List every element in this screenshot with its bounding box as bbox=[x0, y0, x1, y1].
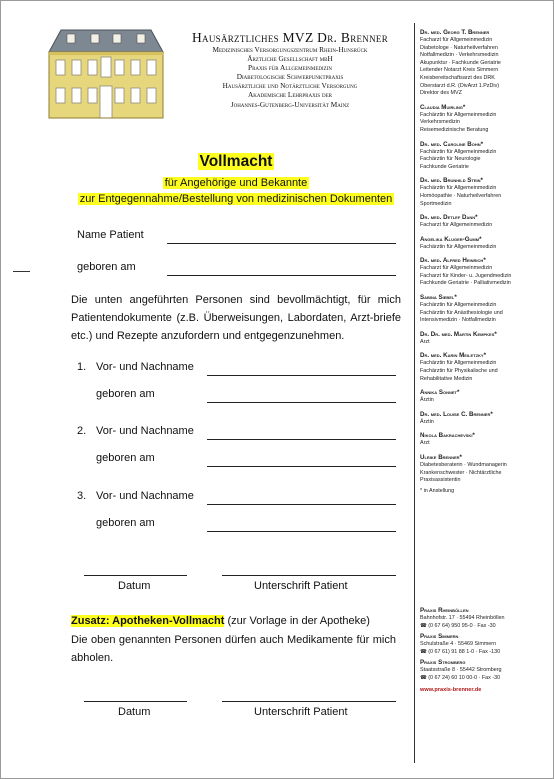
doctor-qualification: Praxisassistentin bbox=[420, 477, 461, 484]
doctor-entry bbox=[420, 432, 548, 448]
doctor-qualification: Facharzt für Allgemeinmedizin bbox=[420, 37, 493, 43]
practice-location bbox=[420, 633, 550, 656]
doctor-entry bbox=[420, 294, 548, 325]
signature-field[interactable] bbox=[222, 575, 396, 576]
organization-subline: Ärztliche Gesellschaft mbH bbox=[247, 54, 333, 64]
practice-address: Staatsstraße 8 · 55442 Stromberg bbox=[420, 667, 502, 674]
doctor-entry bbox=[420, 411, 548, 427]
doctor-list bbox=[420, 29, 548, 495]
practice-address: Schulstraße 4 · 55469 Simmern bbox=[420, 641, 497, 648]
signature-label: Unterschrift Patient bbox=[254, 580, 348, 592]
doctor-qualification: Krankenschwester · Nichtärztliche bbox=[420, 469, 502, 476]
doctor-qualification: Fachärztin für Allgemeinmedizin bbox=[420, 302, 497, 309]
organization-header bbox=[179, 30, 401, 109]
person-birthdate-field[interactable] bbox=[207, 466, 396, 467]
organization-subline: Praxis für Allgemeinmedizin bbox=[248, 63, 332, 73]
date-field[interactable] bbox=[84, 701, 187, 702]
doctor-qualification: Rehabilitative Medizin bbox=[420, 375, 473, 382]
doctor-qualification: Ärztin bbox=[420, 418, 434, 425]
organization-subline: Hausärztliche und Notärztliche Versorgung bbox=[222, 81, 358, 91]
doctor-entry bbox=[420, 236, 548, 252]
doctor-qualification: Facharzt für Allgemeinmedizin bbox=[420, 222, 493, 229]
patient-name-label: Name Patient bbox=[77, 229, 144, 241]
doctor-qualification: Fachkunde Geriatrie bbox=[420, 163, 469, 170]
doctor-qualification: Diabetesberaterin · Wundmanagerin bbox=[420, 462, 507, 468]
sidebar-divider bbox=[414, 23, 415, 763]
doctor-name: Annika Sonnet* bbox=[420, 389, 460, 397]
doctor-name: Claudia Muirling* bbox=[420, 103, 466, 111]
doctor-entry bbox=[420, 257, 548, 288]
doctor-name: Sabina Siebel* bbox=[420, 294, 457, 302]
practice-phone: ☎ (0 67 64) 950 95-0 · Fax -30 bbox=[420, 622, 496, 629]
addendum-text: Die oben genannten Personen dürfen auch Medikamente für mich abholen. bbox=[71, 634, 396, 664]
organization-subline: Diabetologische Schwerpunktpraxis bbox=[236, 72, 344, 82]
date-label: Datum bbox=[118, 706, 151, 718]
doctor-name: Dr. med. Alfred Heinrich* bbox=[420, 257, 486, 265]
doctor-name: Dr. med. Detlef Dann* bbox=[420, 214, 478, 222]
doctor-qualification: Reisemedizinische Beratung bbox=[420, 126, 489, 133]
doctor-entry bbox=[420, 104, 548, 135]
practice-location bbox=[420, 607, 550, 630]
signature-label: Unterschrift Patient bbox=[254, 706, 348, 718]
doctor-entry bbox=[420, 454, 548, 485]
organization-subline: Medizinisches Versorgungszentrum Rhein-Hunsrück bbox=[212, 45, 368, 54]
doctor-qualification: Arzt bbox=[420, 338, 430, 345]
person-birthdate-label: geboren am bbox=[96, 388, 155, 400]
doctor-entry bbox=[420, 214, 548, 230]
person-birthdate-label: geboren am bbox=[96, 452, 155, 464]
doctor-qualification: Arzt bbox=[420, 440, 430, 447]
practice-name: Praxis Simmern bbox=[420, 633, 459, 641]
person-name-label: Vor- und Nachname bbox=[96, 425, 194, 437]
patient-name-field[interactable] bbox=[167, 243, 396, 244]
doctor-entry bbox=[420, 352, 548, 383]
doctor-name: Ulrike Brenner* bbox=[420, 454, 462, 461]
person-number: 3. bbox=[77, 490, 87, 502]
practice-locations bbox=[420, 607, 550, 694]
person-birthdate-field[interactable] bbox=[207, 531, 396, 532]
doctor-qualification: Homöopathie · Naturheilverfahren bbox=[420, 192, 502, 199]
doctor-qualification: Leitender Notarzt Kreis Simmern bbox=[420, 67, 499, 74]
practice-name: Praxis Stromberg bbox=[420, 659, 466, 667]
person-name-field[interactable] bbox=[207, 439, 396, 440]
doctor-qualification: Fachärztin für Allgemeinmedizin bbox=[420, 360, 497, 367]
patient-birthdate-field[interactable] bbox=[167, 275, 396, 276]
patient-birthdate-label: geboren am bbox=[77, 261, 136, 273]
person-name-label: Vor- und Nachname bbox=[96, 361, 194, 373]
doctor-qualification: Akupunktur · Fachkunde Geriatrie bbox=[420, 59, 501, 66]
doctor-name: Nikola Bakrachevski* bbox=[420, 432, 475, 440]
doctor-qualification: Verkehrsmedizin bbox=[420, 119, 460, 126]
practice-phone: ☎ (0 67 24) 60 10 00-0 · Fax -30 bbox=[420, 674, 501, 681]
building-logo bbox=[47, 28, 165, 120]
doctor-qualification: Fachärztin für Physikalische und bbox=[420, 368, 498, 375]
doctor-qualification: Fachärztin für Allgemeinmedizin bbox=[420, 111, 497, 118]
doctor-qualification: Direktor des MVZ bbox=[420, 90, 462, 97]
doctor-qualification: Sportmedizin bbox=[420, 200, 452, 207]
addendum-heading: Zusatz: Apotheken-Vollmacht (zur Vorlage in der Apotheke) bbox=[71, 615, 370, 627]
doctor-name: Angelika Kluger-Gumm* bbox=[420, 235, 482, 243]
organization-subline: Akademische Lehrpraxis der bbox=[248, 90, 332, 100]
doctor-qualification: Ärztin bbox=[420, 397, 434, 404]
website-link[interactable]: www.praxis-brenner.de bbox=[420, 686, 482, 693]
practice-phone: ☎ (0 67 61) 91 88 1-0 · Fax -130 bbox=[420, 648, 501, 655]
fold-mark bbox=[13, 271, 30, 272]
organization-subline: Johannes-Gutenberg-Universität Mainz bbox=[230, 99, 350, 109]
doctor-name: Dr. med. Caroline Bohn* bbox=[420, 140, 484, 148]
doctor-qualification: Facharzt für Allgemeinmedizin bbox=[420, 265, 493, 272]
doctor-entry bbox=[420, 29, 548, 98]
person-number: 1. bbox=[77, 361, 87, 373]
signature-field[interactable] bbox=[222, 701, 396, 702]
person-birthdate-label: geboren am bbox=[96, 517, 155, 529]
date-field[interactable] bbox=[84, 575, 187, 576]
doctor-name: Dr. med. Brunhild Stein* bbox=[420, 177, 483, 185]
form-title: Vollmacht bbox=[199, 153, 273, 170]
doctor-entry bbox=[420, 389, 548, 405]
staff-footnote: * in Anstellung bbox=[420, 487, 455, 494]
doctor-qualification: Notfallmedizin · Verkehrsmedizin bbox=[420, 52, 499, 59]
doctor-qualification: Fachärztin für Allgemeinmedizin bbox=[420, 148, 497, 155]
doctor-entry bbox=[420, 141, 548, 172]
doctor-entry bbox=[420, 331, 548, 347]
practice-name: Praxis Rheinböllen bbox=[420, 607, 469, 614]
practice-address: Bahnhofstr. 17 · 55494 Rheinböllen bbox=[420, 615, 505, 621]
person-name-field[interactable] bbox=[207, 375, 396, 376]
person-name-label: Vor- und Nachname bbox=[96, 490, 194, 502]
doctor-qualification: Kreisbereitschaftsarzt des DRK bbox=[420, 74, 495, 81]
doctor-name: Dr. Dr. med. Martin Kempkes* bbox=[420, 330, 497, 338]
date-label: Datum bbox=[118, 580, 151, 592]
doctor-qualification: Fachärztin für Allgemeinmedizin bbox=[420, 243, 497, 250]
form-subtitle: zur Entgegennahme/Bestellung von medizinischen Dokumenten bbox=[79, 193, 393, 205]
doctor-qualification: Facharzt für Kinder- u. Jugendmedizin bbox=[420, 272, 512, 279]
doctor-name: Dr. med. Louise C. Brenner* bbox=[420, 410, 493, 418]
authorization-paragraph: Die unten angeführten Personen sind bevollmächtigt, für mich Patientendokumente (z.B. Überweisungen, Labordaten, Arzt-briefe etc.) und Rezepte anzufordern und entgegenzunehmen. bbox=[71, 294, 401, 342]
person-birthdate-field[interactable] bbox=[207, 402, 396, 403]
doctor-qualification: Fachkunde Geriatrie · Palliativmedizin bbox=[420, 280, 511, 287]
doctor-qualification: Fachärztin für Neurologie bbox=[420, 156, 481, 163]
doctor-qualification: Oberstarzt d.R. (DivArzt 1.PzDiv) bbox=[420, 82, 500, 89]
doctor-qualification: Diabetologe · Naturheilverfahren bbox=[420, 44, 498, 51]
doctor-qualification: Intensivmedizin · Notfallmedizin bbox=[420, 317, 496, 324]
person-name-field[interactable] bbox=[207, 504, 396, 505]
practice-location bbox=[420, 659, 550, 682]
doctor-entry bbox=[420, 177, 548, 208]
doctor-qualification: Fachärztin für Allgemeinmedizin bbox=[420, 185, 497, 192]
organization-title: Hausärztliches MVZ Dr. Brenner bbox=[191, 30, 388, 45]
form-subtitle: für Angehörige und Bekannte bbox=[164, 177, 308, 189]
doctor-qualification: Fachärztin für Anästhesiologie und bbox=[420, 309, 503, 316]
doctor-name: Dr. med. Karin Meiletzky* bbox=[420, 352, 486, 360]
doctor-name: Dr. med. Georg T. Brenner bbox=[420, 29, 490, 36]
person-number: 2. bbox=[77, 425, 87, 437]
